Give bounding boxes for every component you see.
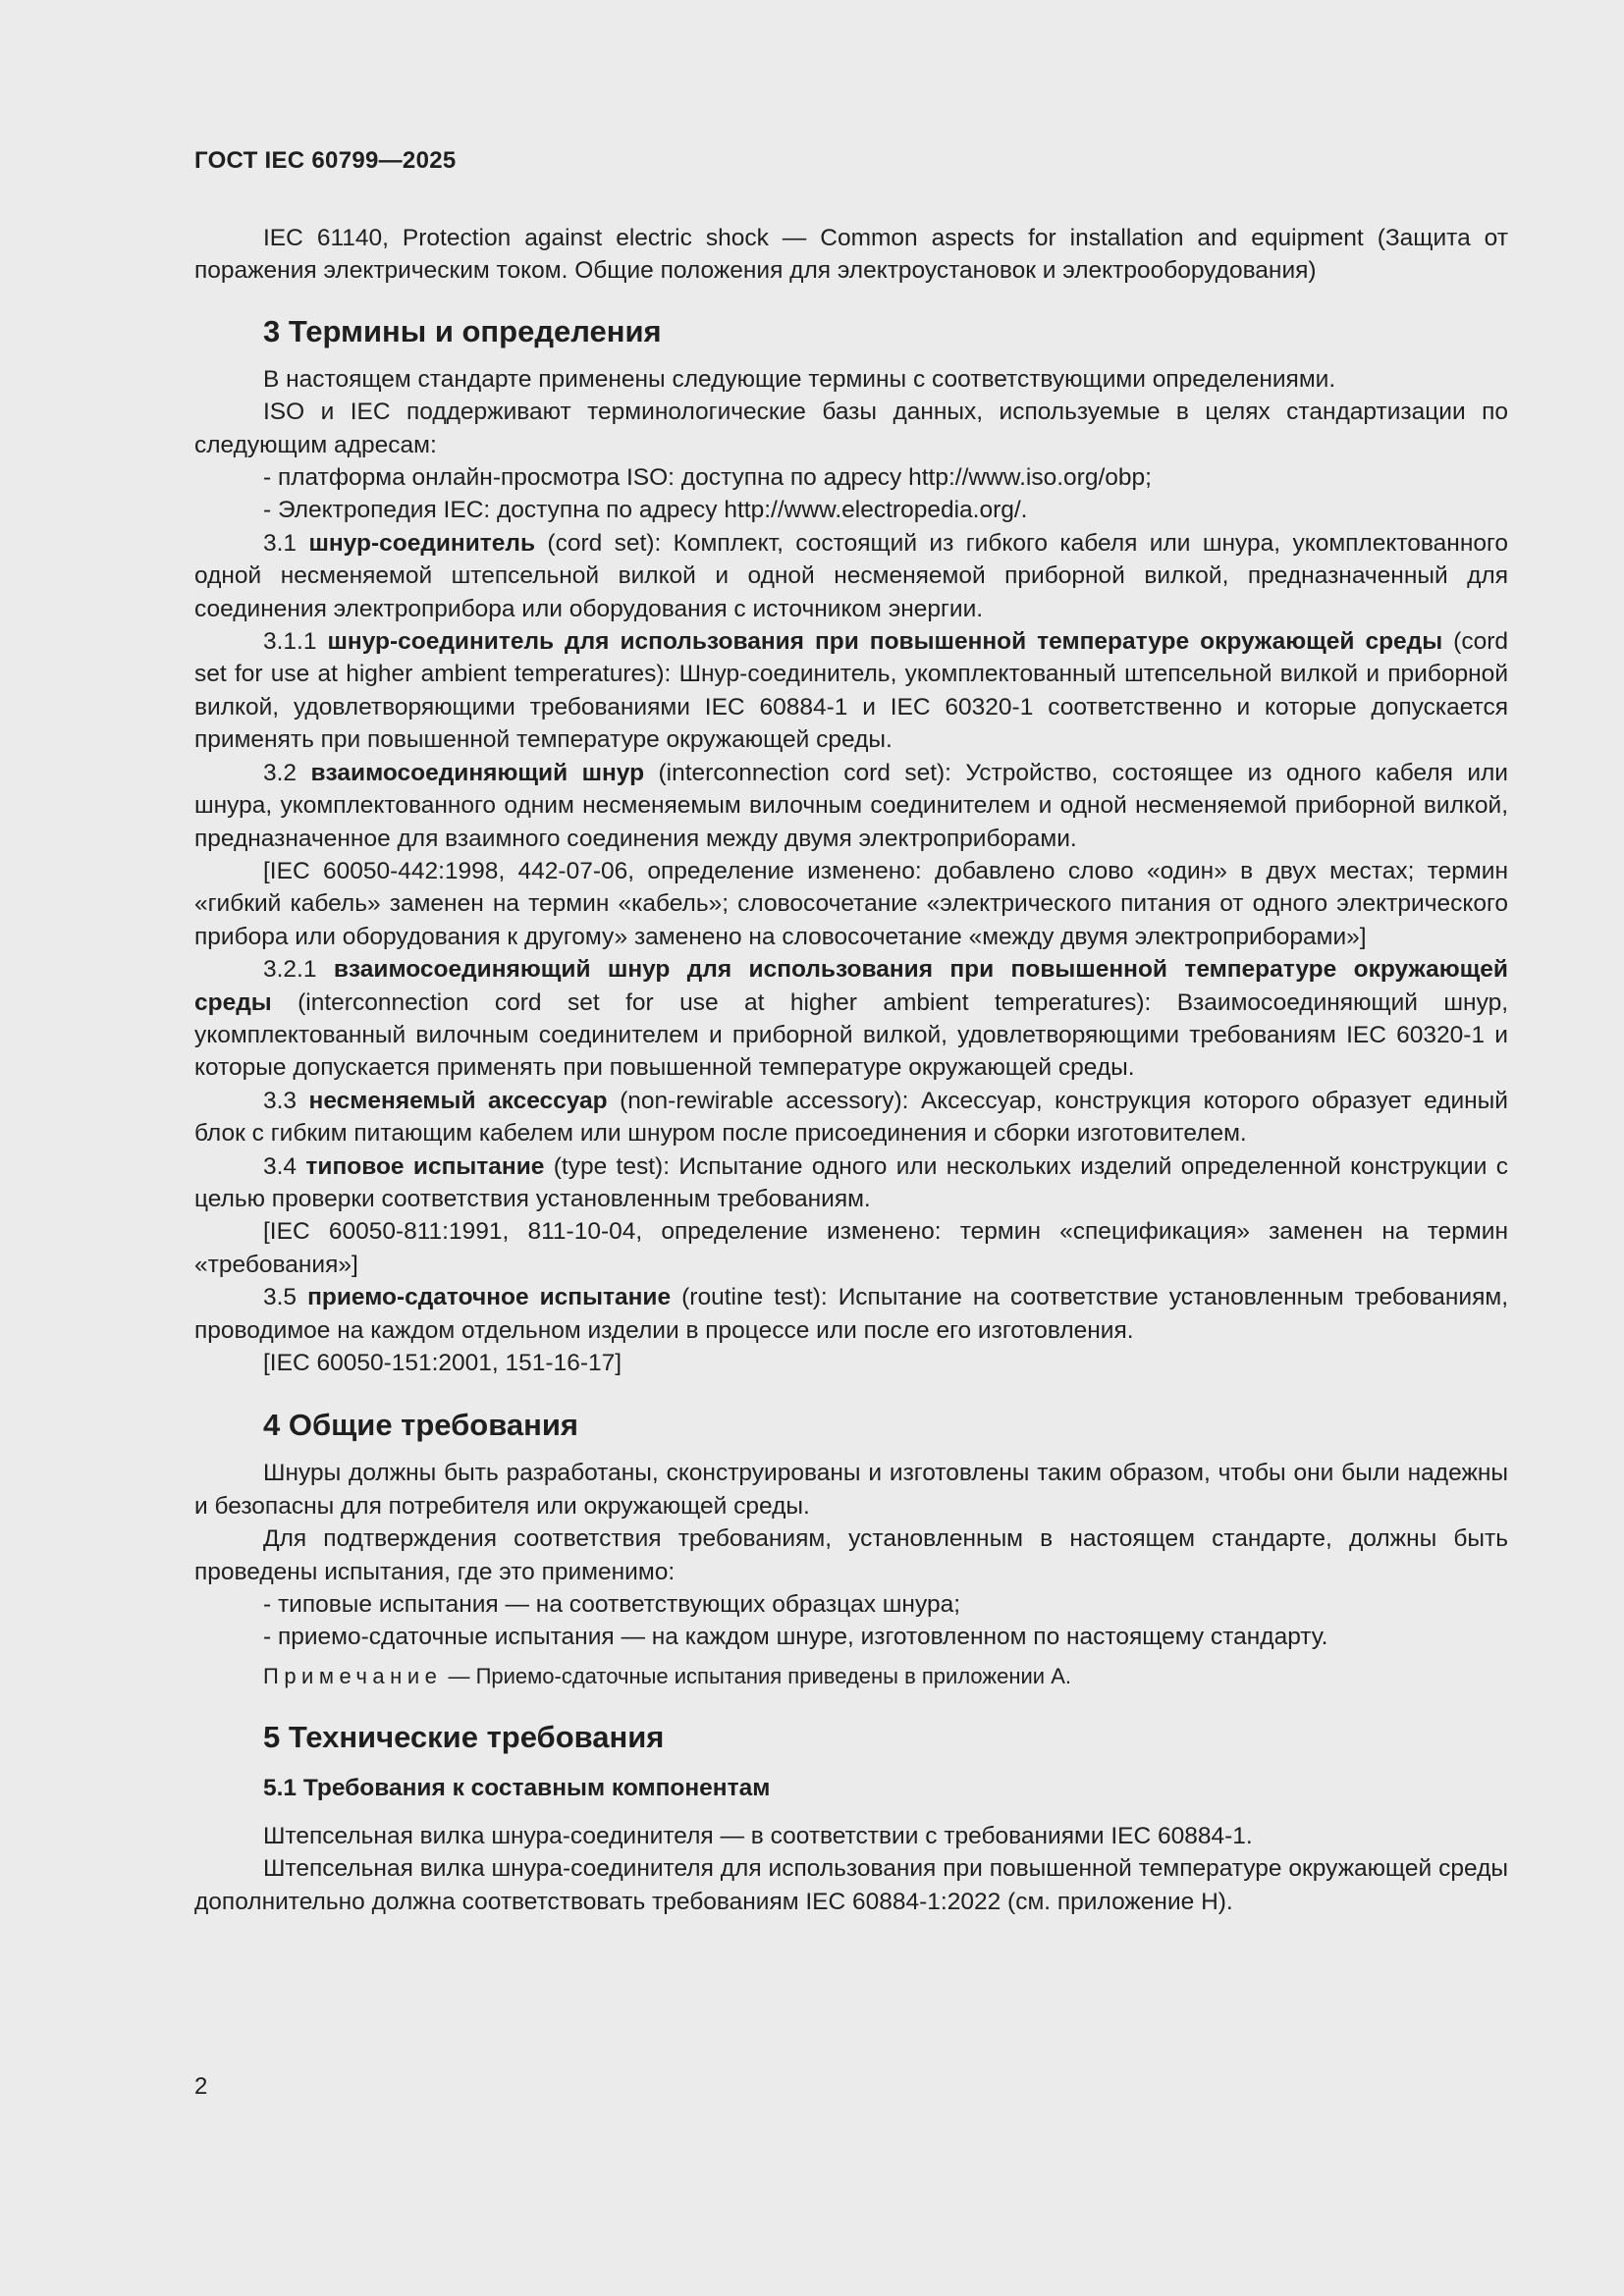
- term-number: 3.5: [263, 1284, 308, 1311]
- term-name: шнур-соединитель: [308, 529, 536, 557]
- section-5-1-paragraph-1: Штепсельная вилка шнура-соединителя — в соответствии с требованиями IEC 60884-1.: [263, 1822, 1253, 1849]
- term-3-3: [194, 1085, 1508, 1150]
- list-item-type-tests: - типовые испытания — на соответствующих образцах шнура;: [263, 1591, 960, 1619]
- term-name: взаимосоединяющий шнур для использования при повышенной температуре окружающей среды: [194, 956, 1508, 1016]
- term-3-2-source: [IEC 60050-442:1998, 442-07-06, определение изменено: добавлено слово «один» в двух местах; термин «гибкий кабель» заменен на термин «кабель»; словосочетание «электрического питания от одного электрического прибора или оборудования к другому» заменено на словосочетание «между двумя электроприборами»]: [194, 857, 1508, 950]
- term-3-1: [194, 527, 1508, 625]
- term-definition: (interconnection cord set for use at higher ambient temperatures): Взаимосоединяющий шнур, укомплектованный вилочным соединителем и приборной вилкой, удовлетворяющими требованиям IEC 60320-1 и которые допускается применять при повышенной температуре окружающей среды.: [194, 988, 1508, 1082]
- section-5-1-paragraph-2: Штепсельная вилка шнура-соединителя для использования при повышенной температуре окружающей среды дополнительно должна соответствовать требованиям IEC 60884-1:2022 (см. приложение H).: [194, 1855, 1508, 1915]
- term-number: 3.1.1: [263, 628, 328, 656]
- term-number: 3.3: [263, 1087, 309, 1114]
- subsection-5-1-heading: 5.1 Требования к составным компонентам: [263, 1774, 771, 1801]
- list-item-electropedia: - Электропедия IEC: доступна по адресу http://www.electropedia.org/.: [263, 497, 1028, 524]
- term-definition: (non-rewirable accessory): Аксессуар, конструкция которого образует единый блок с гибким питающим кабелем или шнуром после присоединения и сборки изготовителем.: [194, 1087, 1508, 1148]
- term-number: 3.2: [263, 759, 311, 786]
- term-3-4-source: [IEC 60050-811:1991, 811-10-04, определение изменено: термин «спецификация» заменен на термин «требования»]: [194, 1218, 1508, 1278]
- section-3-heading: 3 Термины и определения: [263, 313, 662, 348]
- term-definition: (type test): Испытание одного или нескольких изделий определенной конструкции с целью проверки соответствия установленным требованиям.: [194, 1152, 1509, 1212]
- document-header: ГОСТ IEC 60799—2025: [194, 147, 457, 174]
- term-3-5-source: [IEC 60050-151:2001, 151-16-17]: [263, 1350, 623, 1376]
- term-definition: (routine test): Испытание на соответствие установленным требованиям, проводимое на каждом отдельном изделии в процессе или после его изготовления.: [194, 1284, 1509, 1344]
- reference-iec-61140: IEC 61140, Protection against electric shock — Common aspects for installation and equipment (Защита от поражения электрическим током. Общие положения для электроустановок и электрооборудования): [194, 225, 1508, 285]
- term-definition: (interconnection cord set): Устройство, состоящее из одного кабеля или шнура, укомплектованного одним несменяемым вилочным соединителем и одной несменяемой приборной вилкой, предназначенное для взаимного соединения между двумя электроприборами.: [194, 759, 1508, 852]
- term-number: 3.4: [263, 1152, 306, 1180]
- term-definition: (cord set): Комплект, состоящий из гибкого кабеля или шнура, укомплектованного одной несменяемой штепсельной вилкой и одной несменяемой приборной вилкой, предназначенный для соединения электроприбора или оборудования с источником энергии.: [194, 529, 1508, 622]
- term-name: несменяемый аксессуар: [308, 1087, 608, 1114]
- term-name: типовое испытание: [305, 1152, 545, 1180]
- term-definition: (cord set for use at higher ambient temperatures): Шнур-соединитель, укомплектованный штепсельной вилкой и приборной вилкой, удовлетворяющими требованиями IEC 60884-1 и IEC 60320-1 соответственно и которые допускается применять при повышенной температуре окружающей среды.: [194, 628, 1508, 754]
- page-content: [194, 222, 1508, 1918]
- section-5-heading: 5 Технические требования: [263, 1719, 665, 1754]
- term-3-4: [194, 1150, 1508, 1216]
- term-3-1-1: [194, 625, 1508, 757]
- term-name: взаимосоединяющий шнур: [310, 759, 645, 786]
- note-label: Примечание: [263, 1663, 443, 1688]
- term-number: 3.1: [263, 529, 309, 557]
- section-3-intro: В настоящем стандарте применены следующие термины с соответствующими определениями.: [263, 365, 1336, 393]
- section-4-heading: 4 Общие требования: [263, 1408, 578, 1443]
- note: [194, 1662, 1508, 1691]
- term-3-5: [194, 1281, 1508, 1347]
- list-item-routine-tests: - приемо-сдаточные испытания — на каждом шнуре, изготовленном по настоящему стандарту.: [263, 1624, 1328, 1651]
- section-3-databases: ISO и IEC поддерживают терминологические базы данных, используемые в целях стандартизации по следующим адресам:: [194, 399, 1508, 458]
- term-3-2-1: [194, 953, 1508, 1085]
- page-number: 2: [194, 2073, 208, 2100]
- section-4-paragraph-1: Шнуры должны быть разработаны, сконструированы и изготовлены таким образом, чтобы они были надежны и безопасны для потребителя или окружающей среды.: [194, 1460, 1508, 1520]
- note-text: — Приемо-сдаточные испытания приведены в приложении А.: [442, 1663, 1071, 1688]
- term-number: 3.2.1: [263, 956, 334, 984]
- term-name: шнур-соединитель для использования при повышенной температуре окружающей среды: [327, 628, 1443, 656]
- section-4-paragraph-2: Для подтверждения соответствия требованиям, установленным в настоящем стандарте, должны быть проведены испытания, где это применимо:: [194, 1525, 1508, 1585]
- term-name: приемо-сдаточное испытание: [307, 1284, 672, 1311]
- term-3-2: [194, 757, 1508, 855]
- list-item-iso-obp: - платформа онлайн-просмотра ISO: доступна по адресу http://www.iso.org/obp;: [263, 464, 1152, 492]
